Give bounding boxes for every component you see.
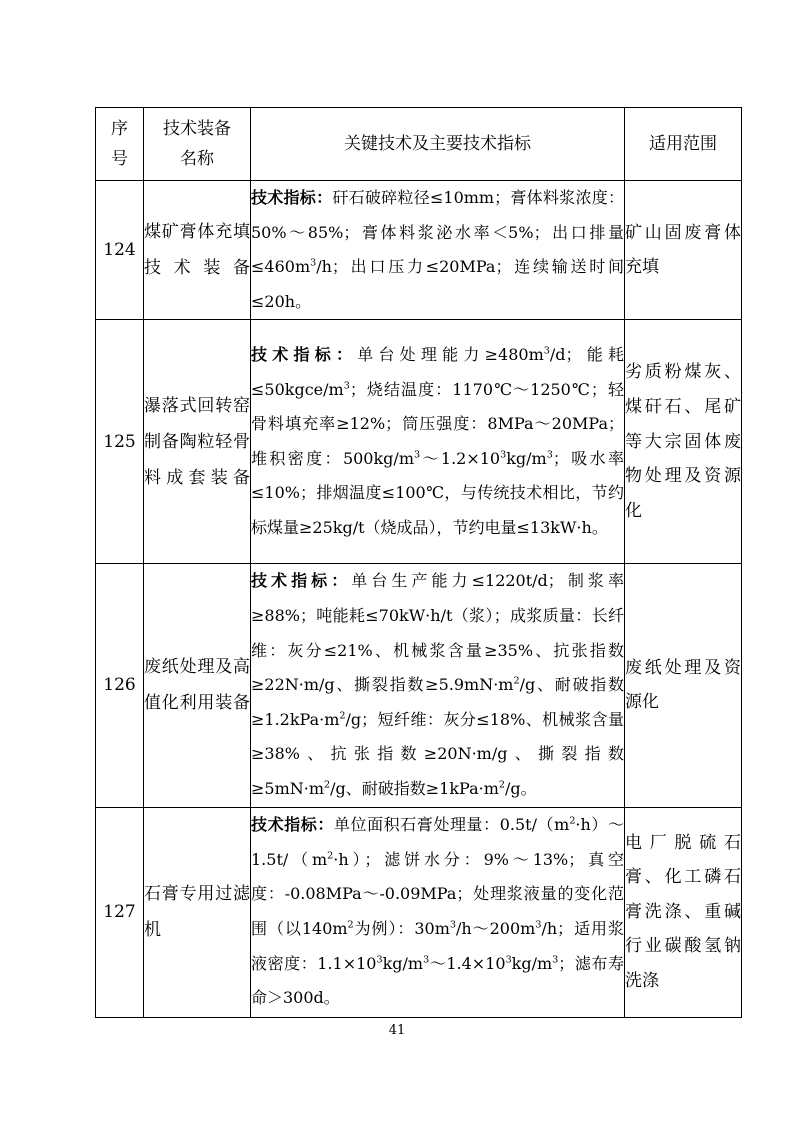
metrics-text: 单台生产能力≤1220t/d；制浆率≥88%；吨能耗≤70kW·h/t（浆）；成浆质量：长纤维：灰分≤21%、机械浆含量≥35%、抗张指数≥22N·m/g、撕裂指数$\ge 5.9mN\cdot m^2/g$、耐破指数$\ge 1.2kPa\cdot m^2/g$；短纤维：灰分≤18%、机械浆含量≥38%、抗张指数≥20N·m/g、撕裂指数$\ge 5mN\cdot m^2/g$、耐破指数$\ge 1kPa\cdot m^2/g$。 — [251, 571, 624, 798]
table-row — [96, 181, 742, 320]
row-number: 127 — [96, 807, 144, 1017]
metrics-text: 单台处理能力$\ge 480m^3/d$；能耗$\le 50kgce/m^3$；烧结温度：1170℃～1250℃；轻骨料填充率≥12%；筒压强度：8MPa～20MPa；堆积密度：$500kg/m^3\sim 1.2\times 10^3kg/m^3$；吸水率≤10%；排烟温度≤100℃，与传统技术相比，节约标煤量≥25kg/t（烧成品），节约电量≤13kW·h。 — [251, 345, 624, 538]
metrics-text: 矸石破碎粒径≤10mm；膏体料浆浓度：50%～85%；膏体料浆泌水率＜5%；出口排量$\le 460m^3/h$；出口压力≤20MPa；连续输送时间≤20h。 — [251, 188, 624, 311]
table-row — [96, 564, 742, 807]
technical-metrics — [251, 320, 625, 564]
row-number: 125 — [96, 320, 144, 564]
page-number: 41 — [388, 1023, 406, 1038]
technical-metrics — [251, 807, 625, 1017]
header-scope: 适用范围 — [625, 108, 742, 181]
metrics-label: 技术指标： — [251, 188, 333, 207]
table-header-row — [96, 108, 742, 181]
table-row — [96, 320, 742, 564]
equipment-name: 煤矿膏体充填技术装备 — [144, 181, 251, 320]
equipment-name: 瀑落式回转窑制备陶粒轻骨料成套装备 — [144, 320, 251, 564]
metrics-text: 单位面积石膏处理量：$0.5t/(m^2\cdot h)\sim 1.5t/(m^2\cdot h)$；滤饼水分：9%～13%；真空度：-0.08MPa～-0.09MPa；处理浆液量的变化范围（以$140m^2$为例）：$30m^3/h\sim 200m^3/h$；适用浆液密度：$1.1\times 10^3kg/m^3\sim 1.4\times 10^3kg/m^3$；滤布寿命＞300d。 — [251, 815, 624, 1008]
technical-metrics — [251, 181, 625, 320]
application-scope: 劣质粉煤灰、煤矸石、尾矿等大宗固体废物处理及资源化 — [625, 320, 742, 564]
metrics-label: 技术指标： — [251, 345, 358, 365]
technical-metrics — [251, 564, 625, 807]
application-scope: 电厂脱硫石膏、化工磷石膏洗涤、重碱行业碳酸氢钠洗涤 — [625, 807, 742, 1017]
header-name: 技术装备名称 — [144, 108, 251, 181]
application-scope: 矿山固废膏体充填 — [625, 181, 742, 320]
header-no: 序号 — [96, 108, 144, 181]
equipment-name: 石膏专用过滤机 — [144, 807, 251, 1017]
application-scope: 废纸处理及资源化 — [625, 564, 742, 807]
row-number: 126 — [96, 564, 144, 807]
metrics-label: 技术指标： — [251, 571, 352, 591]
table-row — [96, 807, 742, 1017]
header-metrics: 关键技术及主要技术指标 — [251, 108, 625, 181]
equipment-name: 废纸处理及高值化利用装备 — [144, 564, 251, 807]
equipment-table — [95, 107, 742, 1018]
row-number: 124 — [96, 181, 144, 320]
metrics-label: 技术指标： — [251, 815, 334, 835]
